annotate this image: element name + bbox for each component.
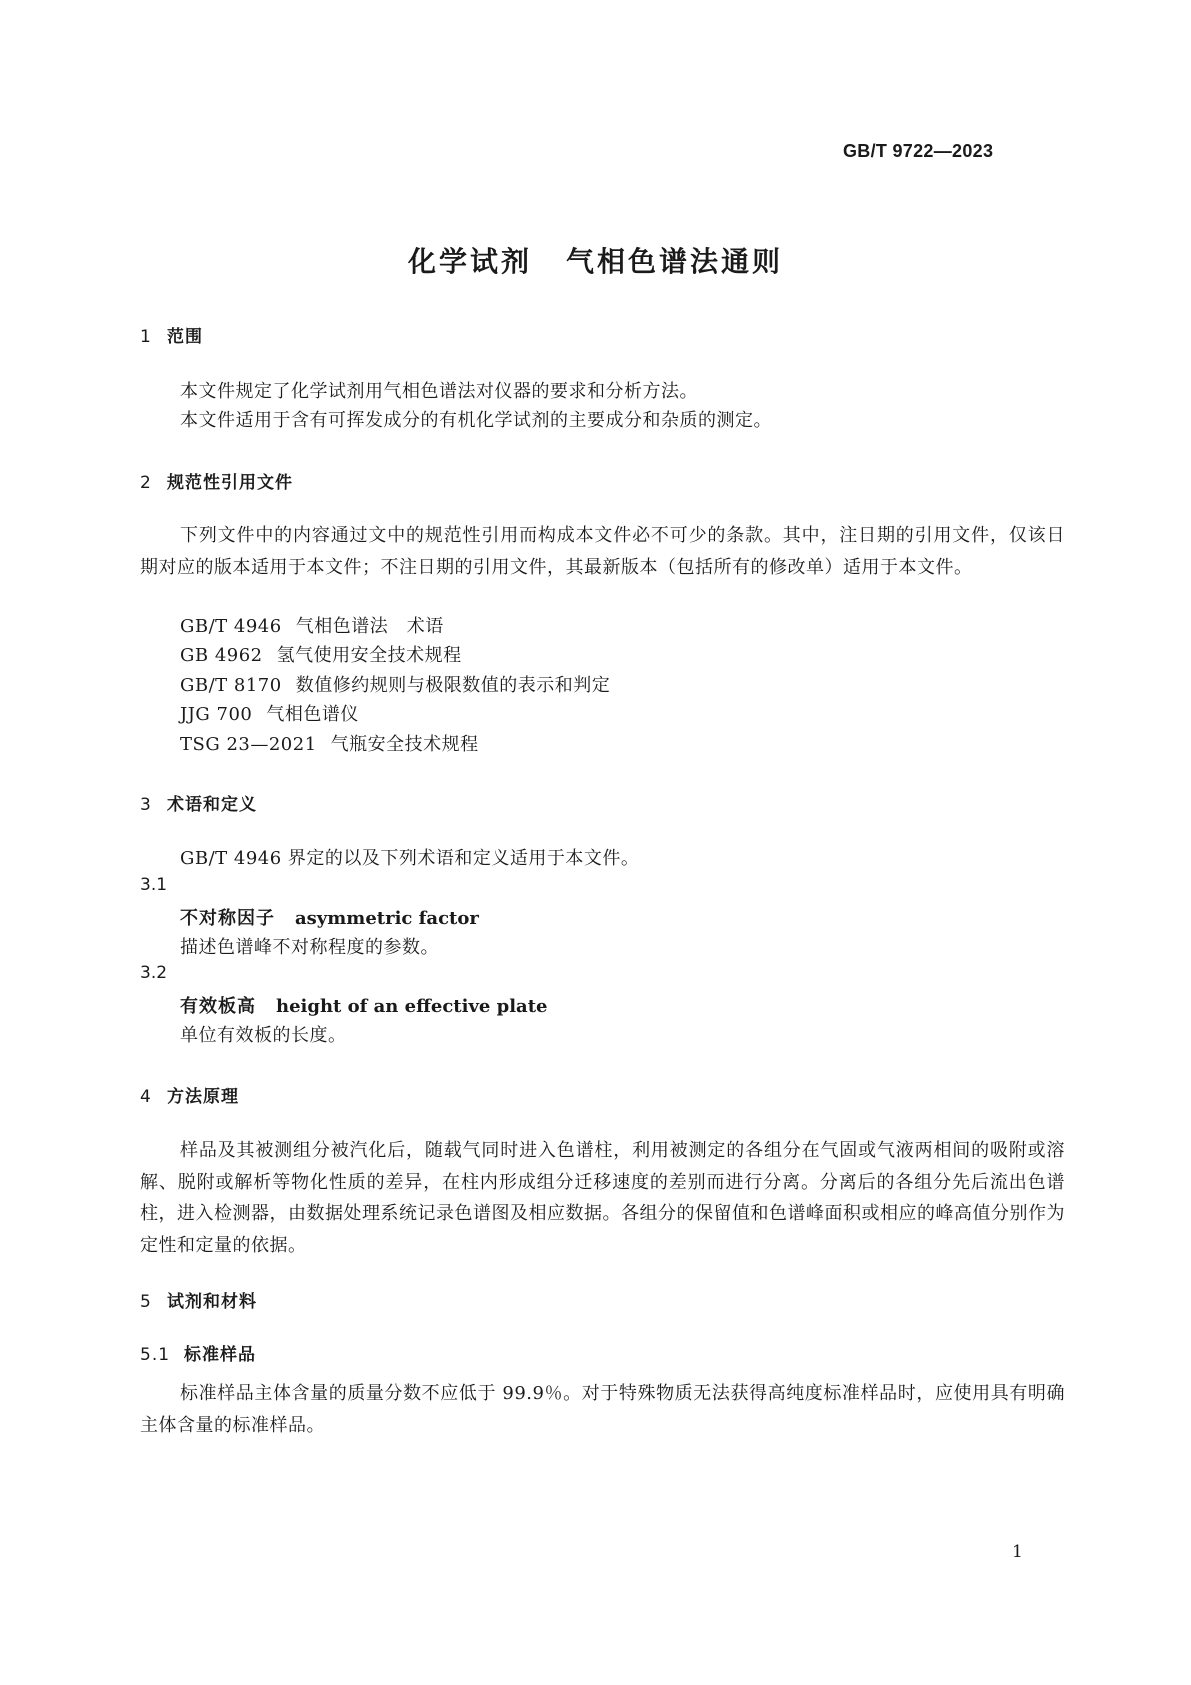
section-title: 试剂和材料 <box>167 1292 257 1312</box>
reference-code: GB/T 4946 <box>180 616 282 637</box>
section-1-paragraph-1: 本文件规定了化学试剂用气相色谱法对仪器的要求和分析方法。 <box>180 381 698 402</box>
reference-code: GB 4962 <box>180 645 263 666</box>
section-4-paragraph: 样品及其被测组分被汽化后，随载气同时进入色谱柱，利用被测定的各组分在气固或气液两相间的吸附或溶解、脱附或解析等物化性质的差异，在柱内形成组分迁移速度的差别而进行分离。分离后的各组分先后流出色谱柱，进入检测器，由数据处理系统记录色谱图及相应数据。各组分的保留值和色谱峰面积或相应的峰高值分别作为定性和定量的依据。 <box>140 1140 1065 1256</box>
section-1-paragraph-2: 本文件适用于含有可挥发成分的有机化学试剂的主要成分和杂质的测定。 <box>180 410 772 431</box>
term-number: 3.2 <box>140 963 168 983</box>
reference-title: 气相色谱法 术语 <box>295 616 444 637</box>
reference-item <box>180 671 610 697</box>
section-2-intro: 下列文件中的内容通过文中的规范性引用而构成本文件必不可少的条款。其中，注日期的引用文件，仅该日期对应的版本适用于本文件；不注日期的引用文件，其最新版本（包括所有的修改单）适用于本文件。 <box>140 525 1065 578</box>
reference-title: 气瓶安全技术规程 <box>330 734 479 755</box>
term-en: height of an effective plate <box>276 996 548 1017</box>
document-title <box>0 240 1191 280</box>
section-4-heading <box>140 1082 239 1107</box>
title-part-1: 化学试剂 <box>407 245 532 278</box>
section-3-intro: GB/T 4946 界定的以及下列术语和定义适用于本文件。 <box>180 848 640 869</box>
section-number: 5 <box>140 1292 152 1312</box>
term-zh: 不对称因子 <box>180 908 275 929</box>
page-number: 1 <box>1012 1542 1023 1562</box>
term-zh: 有效板高 <box>180 996 256 1017</box>
section-3-heading <box>140 790 257 815</box>
reference-title: 氢气使用安全技术规程 <box>276 645 462 666</box>
section-title: 规范性引用文件 <box>167 473 293 493</box>
section-1-heading <box>140 322 203 347</box>
reference-code: GB/T 8170 <box>180 675 282 696</box>
reference-title: 气相色谱仪 <box>266 704 359 725</box>
section-title: 术语和定义 <box>167 795 257 815</box>
subsection-number: 5.1 <box>140 1345 171 1365</box>
reference-item <box>180 612 444 638</box>
section-5-1-paragraph: 标准样品主体含量的质量分数不应低于 99.9％。对于特殊物质无法获得高纯度标准样品时，应使用具有明确主体含量的标准样品。 <box>140 1383 1065 1436</box>
section-number: 3 <box>140 795 152 815</box>
section-number: 4 <box>140 1087 152 1107</box>
reference-title: 数值修约规则与极限数值的表示和判定 <box>295 675 611 696</box>
section-title: 范围 <box>167 327 203 347</box>
section-number: 2 <box>140 473 152 493</box>
term-heading <box>180 904 479 930</box>
standard-code: GB/T 9722—2023 <box>843 141 994 161</box>
title-part-2: 气相色谱法通则 <box>566 245 784 278</box>
term-definition: 单位有效板的长度。 <box>180 1025 347 1046</box>
term-number: 3.1 <box>140 875 168 895</box>
section-2-heading <box>140 468 293 493</box>
reference-item <box>180 730 479 756</box>
term-en: asymmetric factor <box>295 908 479 929</box>
reference-item <box>180 700 359 726</box>
section-5-heading <box>140 1287 257 1312</box>
reference-code: JJG 700 <box>180 704 253 725</box>
subsection-title: 标准样品 <box>184 1345 256 1365</box>
reference-item <box>180 641 462 667</box>
reference-code: TSG 23—2021 <box>180 734 317 755</box>
term-definition: 描述色谱峰不对称程度的参数。 <box>180 937 439 958</box>
section-title: 方法原理 <box>167 1087 239 1107</box>
subsection-5-1-heading <box>140 1340 256 1365</box>
term-heading <box>180 992 548 1018</box>
section-number: 1 <box>140 327 152 347</box>
